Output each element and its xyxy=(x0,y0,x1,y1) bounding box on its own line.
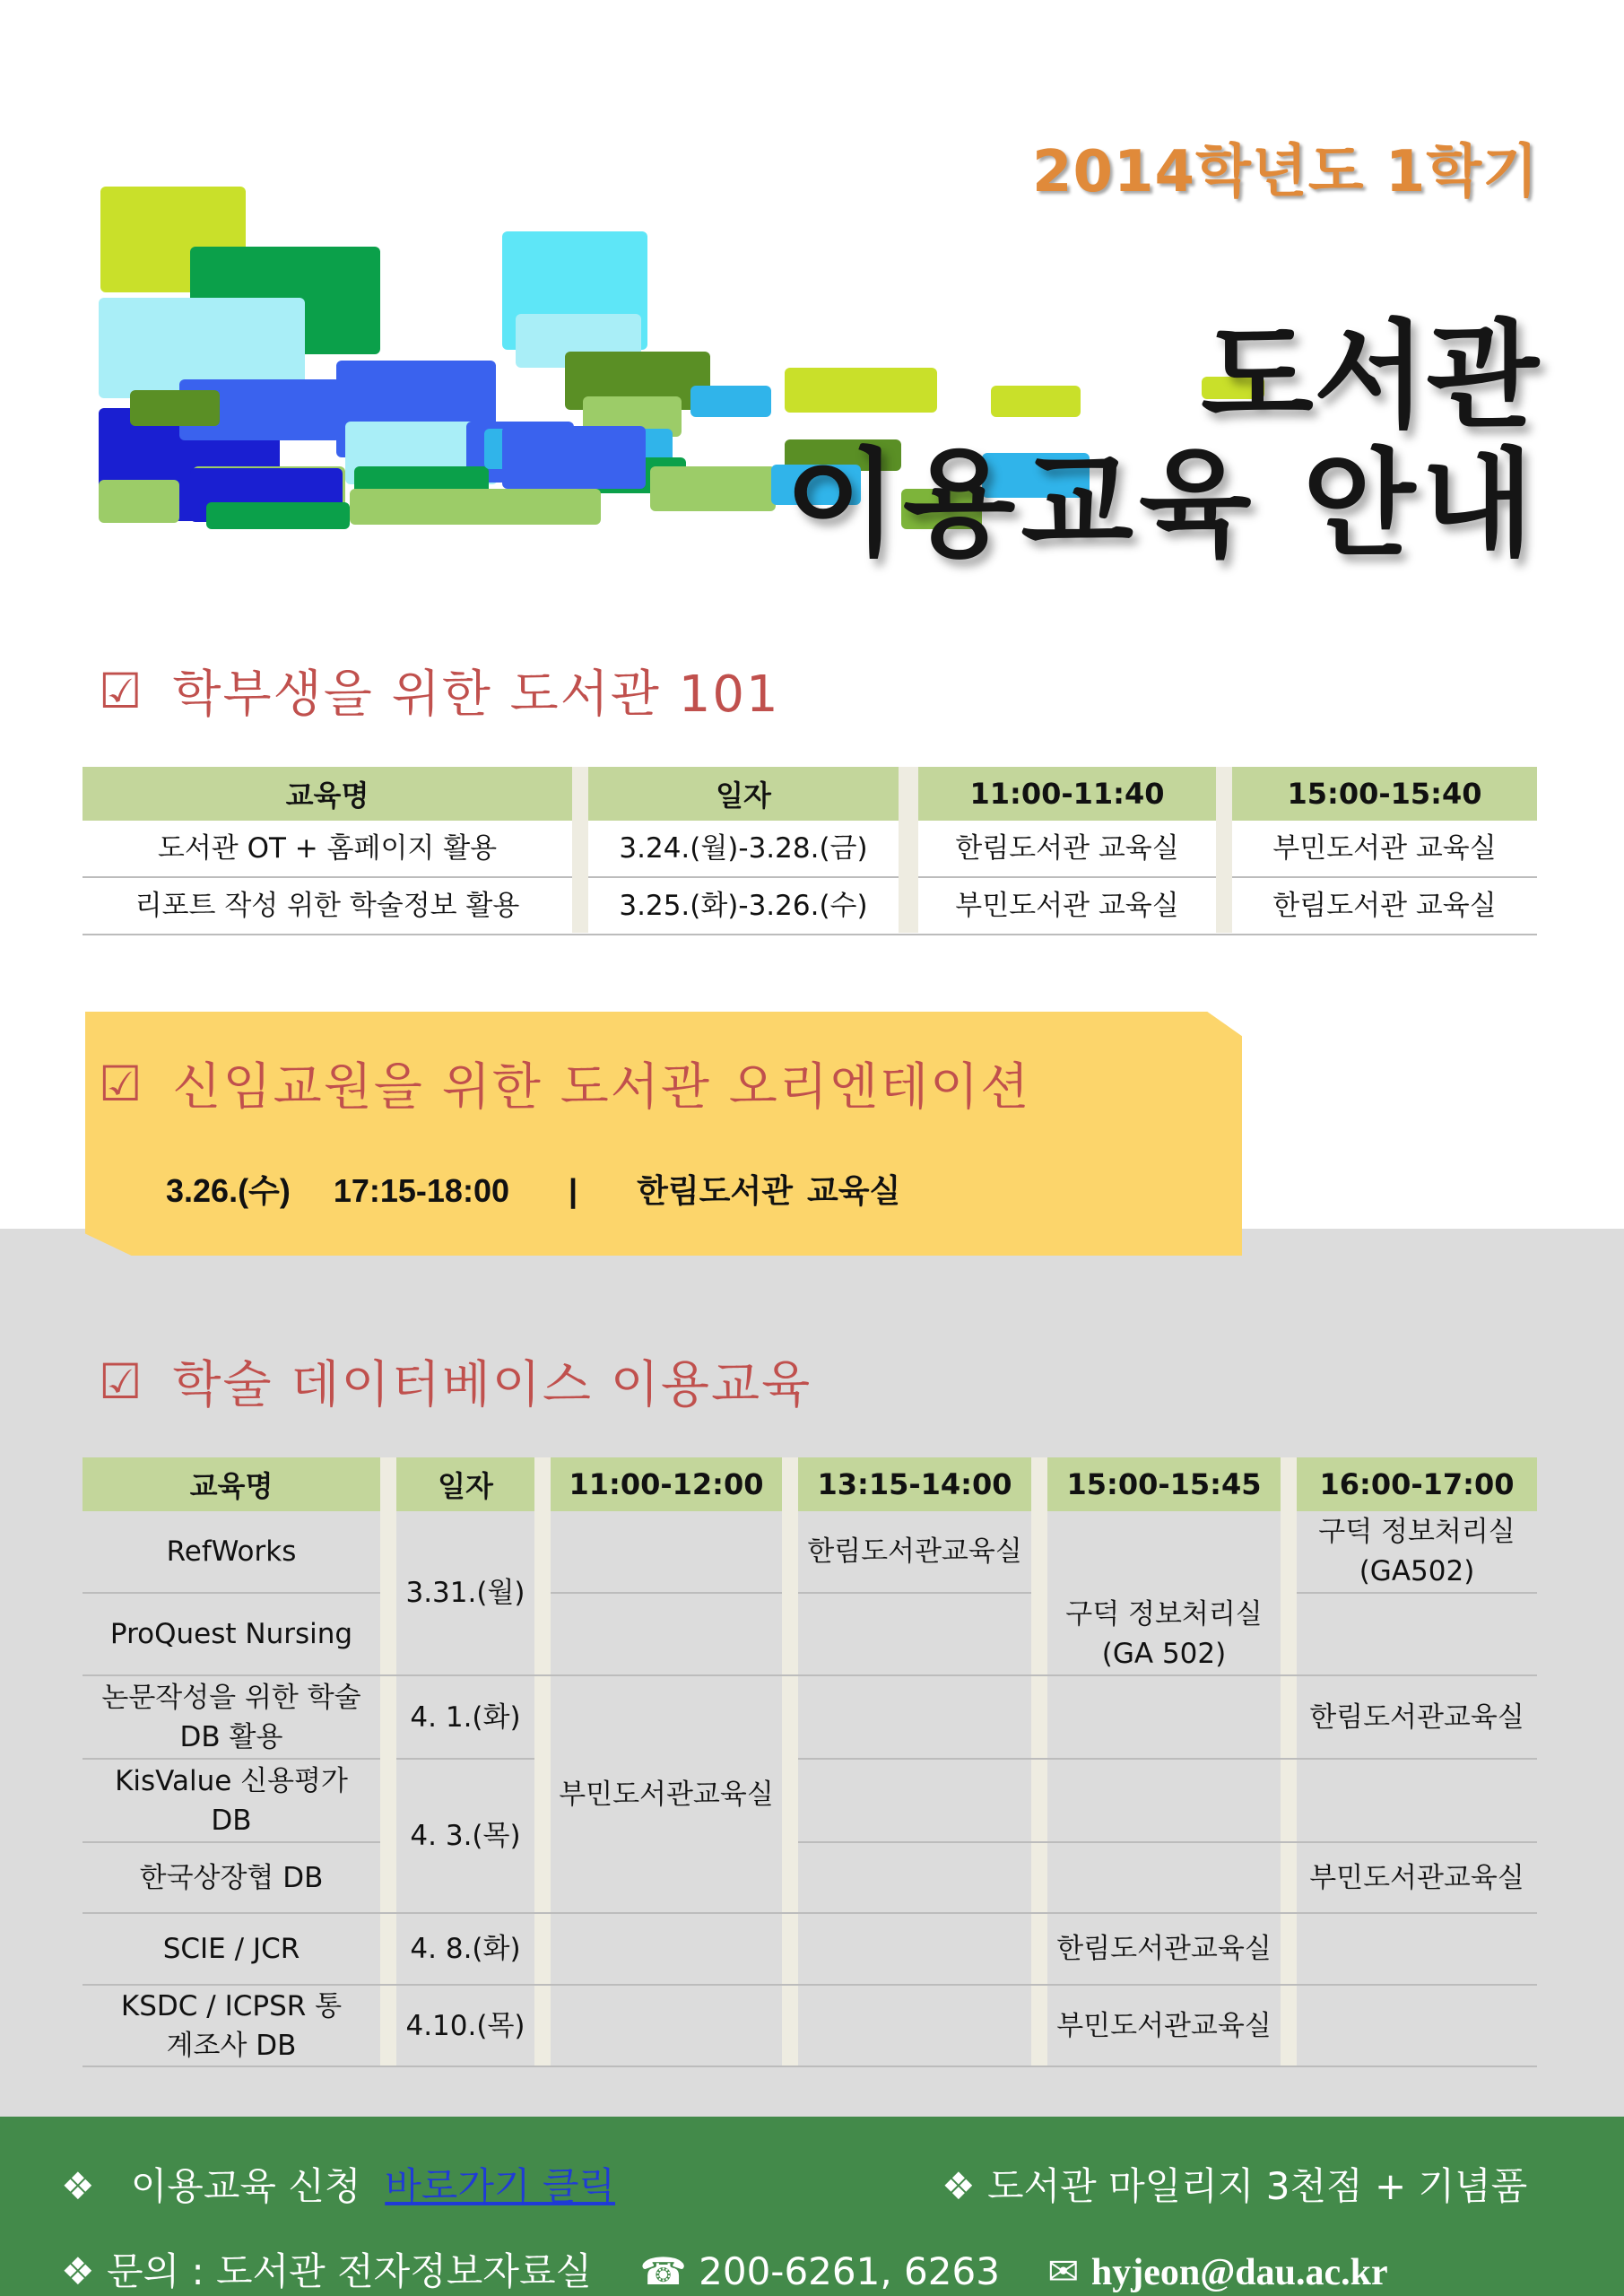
course-name: 한국상장협 DB xyxy=(139,1861,324,1894)
banner-color-block xyxy=(99,480,179,523)
col-header-name: 교육명 xyxy=(83,1457,380,1511)
banner-color-block xyxy=(130,390,220,426)
banner-color-block xyxy=(350,489,601,525)
email-address[interactable]: hyjeon@dau.ac.kr xyxy=(1090,2252,1388,2293)
course-date: 4.10.(목) xyxy=(405,2009,525,2042)
column-divider xyxy=(899,767,918,933)
faculty-schedule xyxy=(166,1166,900,1212)
slot-cell: 부민도서관교육실 xyxy=(1056,2009,1272,2042)
col-header-slot4: 16:00-17:00 xyxy=(1297,1457,1537,1511)
table-cell: 리포트 작성 위한 학술정보 활용 xyxy=(135,890,520,922)
course-name: ProQuest Nursing xyxy=(109,1618,353,1650)
faculty-place: 한림도서관 교육실 xyxy=(637,1172,901,1209)
col-header-date: 일자 xyxy=(588,767,899,821)
row-divider xyxy=(798,1592,1031,1594)
undergrad-heading-text: 학부생을 위한 도서관 101 xyxy=(172,665,780,724)
contact-label: 문의 : 도서관 전자정보자료실 xyxy=(107,2249,593,2293)
banner-color-block xyxy=(650,466,776,511)
course-name: SCIE / JCR xyxy=(162,1933,300,1965)
faculty-heading xyxy=(99,1048,1030,1119)
table-cell: 부민도서관 교육실 xyxy=(955,890,1179,922)
col-header-slot2: 15:00-15:40 xyxy=(1232,767,1537,821)
mileage-text: 도서관 마일리지 3천점 + 기념품 xyxy=(987,2164,1528,2208)
faculty-heading-text: 신임교원을 위한 도서관 오리엔테이션 xyxy=(172,1058,1031,1117)
slot-cell: 부민도서관교육실 xyxy=(559,1778,774,1811)
faculty-time: 17:15-18:00 xyxy=(333,1172,509,1209)
course-name: KSDC / ICPSR 통계조사 DB xyxy=(120,1989,343,2062)
col-header-name: 교육명 xyxy=(83,767,572,821)
row-divider xyxy=(551,1592,782,1594)
row-divider xyxy=(798,1758,1537,1760)
faculty-separator: | xyxy=(569,1172,578,1209)
table-cell: 한림도서관 교육실 xyxy=(955,832,1179,865)
checkbox-icon: ☑ xyxy=(99,1352,144,1410)
course-name: KisValue 신용평가 DB xyxy=(115,1764,348,1837)
contact-line xyxy=(61,2242,1388,2296)
column-divider xyxy=(782,1457,798,2067)
course-date: 4. 8.(화) xyxy=(410,1933,521,1965)
slot-cell: 한림도서관교육실 xyxy=(807,1535,1022,1568)
database-heading-text: 학술 데이터베이스 이용교육 xyxy=(172,1356,812,1414)
column-divider xyxy=(1281,1457,1297,2067)
apply-link[interactable]: 바로가기 클릭 xyxy=(385,2164,616,2208)
column-divider xyxy=(1216,767,1232,933)
col-header-slot1: 11:00-12:00 xyxy=(551,1457,782,1511)
table-cell: 부민도서관 교육실 xyxy=(1272,832,1497,865)
slot-cell: 한림도서관교육실 xyxy=(1309,1700,1524,1734)
column-divider xyxy=(572,767,588,933)
phone-icon: ☎ xyxy=(639,2249,687,2293)
apply-label: 이용교육 신청 xyxy=(130,2164,361,2208)
column-divider xyxy=(1031,1457,1047,2067)
table-cell: 3.24.(월)-3.28.(금) xyxy=(619,832,868,865)
diamond-bullet-icon: ❖ xyxy=(942,2164,976,2208)
undergrad-table xyxy=(83,767,1537,937)
footer-bar xyxy=(0,2117,1624,2296)
banner-color-block xyxy=(690,386,771,417)
database-table xyxy=(83,1457,1537,2067)
row-divider xyxy=(83,2066,1537,2067)
col-header-date: 일자 xyxy=(396,1457,534,1511)
row-divider xyxy=(83,934,1537,935)
slot-cell: 구덕 정보처리실 (GA502) xyxy=(1318,1516,1515,1587)
col-header-slot2: 13:15-14:00 xyxy=(798,1457,1031,1511)
table-cell: 도서관 OT + 홈페이지 활용 xyxy=(157,832,498,865)
col-header-slot1: 11:00-11:40 xyxy=(918,767,1216,821)
mileage-line xyxy=(942,2157,1527,2211)
diamond-bullet-icon: ❖ xyxy=(61,2249,95,2293)
slot-cell: 부민도서관교육실 xyxy=(1309,1861,1524,1894)
apply-line xyxy=(61,2157,615,2211)
undergrad-heading xyxy=(99,655,780,726)
checkbox-icon: ☑ xyxy=(99,1055,144,1112)
slot-cell: 구덕 정보처리실 (GA 502) xyxy=(1065,1598,1263,1670)
banner-color-block xyxy=(206,502,350,529)
column-divider xyxy=(534,1457,551,2067)
database-heading xyxy=(99,1345,812,1417)
faculty-date: 3.26.(수) xyxy=(166,1172,291,1209)
table-cell: 3.25.(화)-3.26.(수) xyxy=(619,890,868,922)
banner-color-block xyxy=(502,426,646,489)
checkbox-icon: ☑ xyxy=(99,662,144,719)
col-header-slot3: 15:00-15:45 xyxy=(1047,1457,1281,1511)
diamond-bullet-icon: ❖ xyxy=(61,2164,95,2208)
row-divider xyxy=(1297,1592,1537,1594)
banner-color-block xyxy=(785,368,937,413)
page-title-line1: 도서관 xyxy=(1201,308,1539,444)
course-date: 4. 1.(화) xyxy=(410,1700,521,1734)
course-date: 3.31.(월) xyxy=(405,1577,525,1609)
column-divider xyxy=(380,1457,396,2067)
course-name: RefWorks xyxy=(166,1535,297,1568)
table-cell: 한림도서관 교육실 xyxy=(1272,890,1497,922)
slot-cell: 한림도서관교육실 xyxy=(1056,1933,1272,1965)
phone-number: 200-6261, 6263 xyxy=(699,2249,1000,2293)
semester-label: 2014학년도 1학기 xyxy=(1031,139,1539,205)
course-name: 논문작성을 위한 학술DB 활용 xyxy=(101,1681,361,1753)
page-title-line2: 이용교육 안내 xyxy=(785,436,1539,572)
course-date: 4. 3.(목) xyxy=(410,1820,521,1852)
mail-icon: ✉ xyxy=(1047,2249,1080,2293)
